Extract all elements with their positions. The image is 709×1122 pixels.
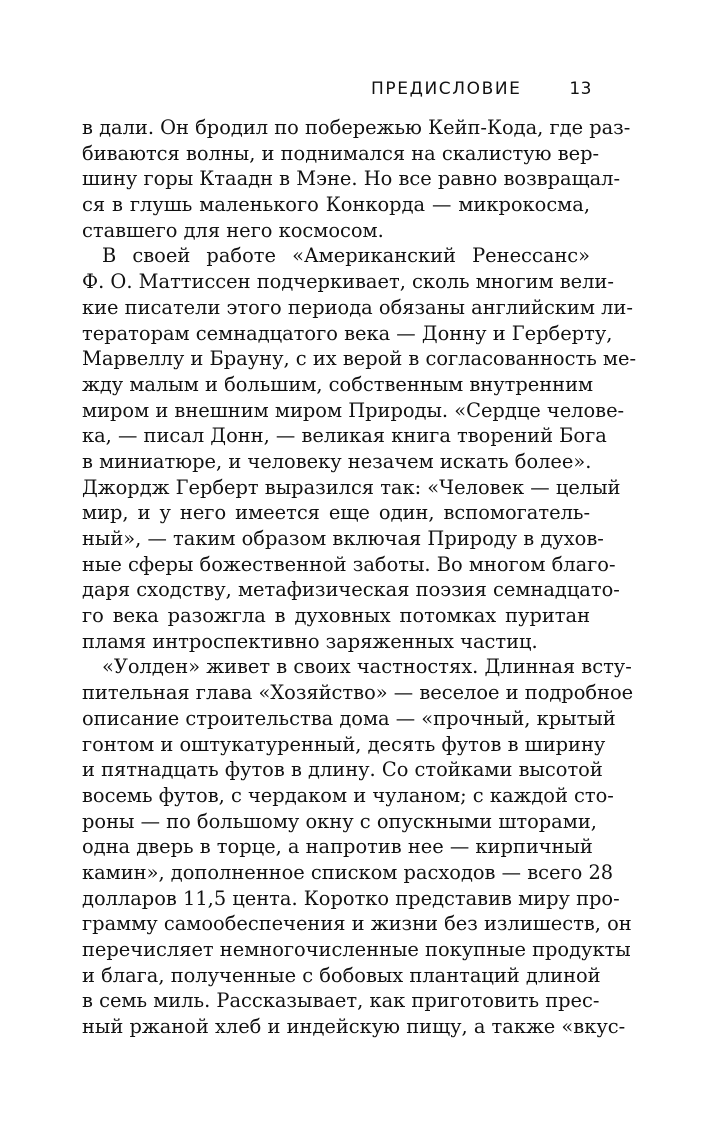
text-line: одна дверь в торце, а напротив нее — кирпичный (82, 835, 593, 859)
text-line: восемь футов, с чердаком и чуланом; с каждой сто- (82, 783, 614, 807)
text-line: миром и внешним миром Природы. «Сердце челове- (82, 398, 625, 422)
text-line: даря сходству, метафизическая поэзия семнадцато- (82, 578, 620, 602)
text-line: ставшего для него космосом. (82, 218, 384, 242)
text-line: в семь миль. Рассказывает, как приготовить прес- (82, 989, 600, 1013)
text-line: пительная глава «Хозяйство» — веселое и подробное (82, 681, 634, 705)
text-line: биваются волны, и поднимался на скалистую вер- (82, 141, 600, 165)
text-line: Ф. О. Маттиссен подчеркивает, сколь многим вели- (82, 270, 614, 294)
text-line: мир, и у него имеется еще один, вспомогатель- (82, 501, 590, 525)
text-line: и пятнадцать футов в длину. Со стойками высотой (82, 758, 603, 782)
text-line: в миниатюре, и человеку незачем искать более». (82, 449, 592, 473)
paragraph-3 (82, 654, 634, 1039)
text-line: «Уолден» живет в своих частностях. Длинная всту- (102, 655, 632, 679)
text-line: гонтом и оштукатуренный, десять футов в ширину (82, 732, 606, 756)
text-line: пламя интроспективно заряженных частиц. (82, 629, 538, 653)
text-line: кие писатели этого периода обязаны английским ли- (82, 295, 633, 319)
text-line: в дали. Он бродил по побережью Кейп-Кода, где раз- (82, 116, 631, 139)
text-line: Джордж Герберт выразился так: «Человек — целый (82, 475, 621, 499)
text-line: жду малым и большим, собственным внутренним (82, 372, 594, 396)
text-line: и блага, полученные с бобовых плантаций длиной (82, 963, 601, 987)
text-line: тераторам семнадцатого века — Донну и Герберту, (82, 321, 613, 345)
paragraph-2 (82, 243, 637, 654)
text-line: шину горы Ктаадн в Мэне. Но все равно возвращал- (82, 167, 621, 191)
text-line: грамму самообеспечения и жизни без излишеств, он (82, 912, 632, 936)
text-line: го века разожгла в духовных потомках пуритан (82, 604, 590, 628)
text-line: ка, — писал Донн, — великая книга творений Бога (82, 424, 607, 448)
text-line: ный», — таким образом включая Природу в духов- (82, 527, 604, 550)
text-line: ный ржаной хлеб и индейскую пищу, а также «вкус- (82, 1015, 626, 1039)
paragraph-1 (82, 115, 631, 243)
text-line: роны — по большому окну с опускными шторами, (82, 809, 597, 833)
body-text (82, 115, 637, 1040)
text-line: В своей работе «Американский Ренессанс» (102, 244, 590, 268)
text-line: ные сферы божественной заботы. Во многом благо- (82, 552, 616, 576)
running-head (371, 76, 592, 102)
page-number: 13 (569, 79, 592, 99)
text-line: перечисляет немногочисленные покупные продукты (82, 938, 631, 961)
text-line: ся в глушь маленького Конкорда — микрокосма, (82, 193, 590, 217)
text-line: долларов 11,5 цента. Коротко представив миру про- (82, 886, 620, 910)
text-line: камин», дополненное списком расходов — всего 28 (82, 860, 614, 884)
text-line: Марвеллу и Брауну, с их верой в согласованность ме- (82, 347, 637, 371)
text-line: описание строительства дома — «прочный, крытый (82, 706, 616, 730)
section-title: ПРЕДИСЛОВИЕ (371, 79, 522, 99)
